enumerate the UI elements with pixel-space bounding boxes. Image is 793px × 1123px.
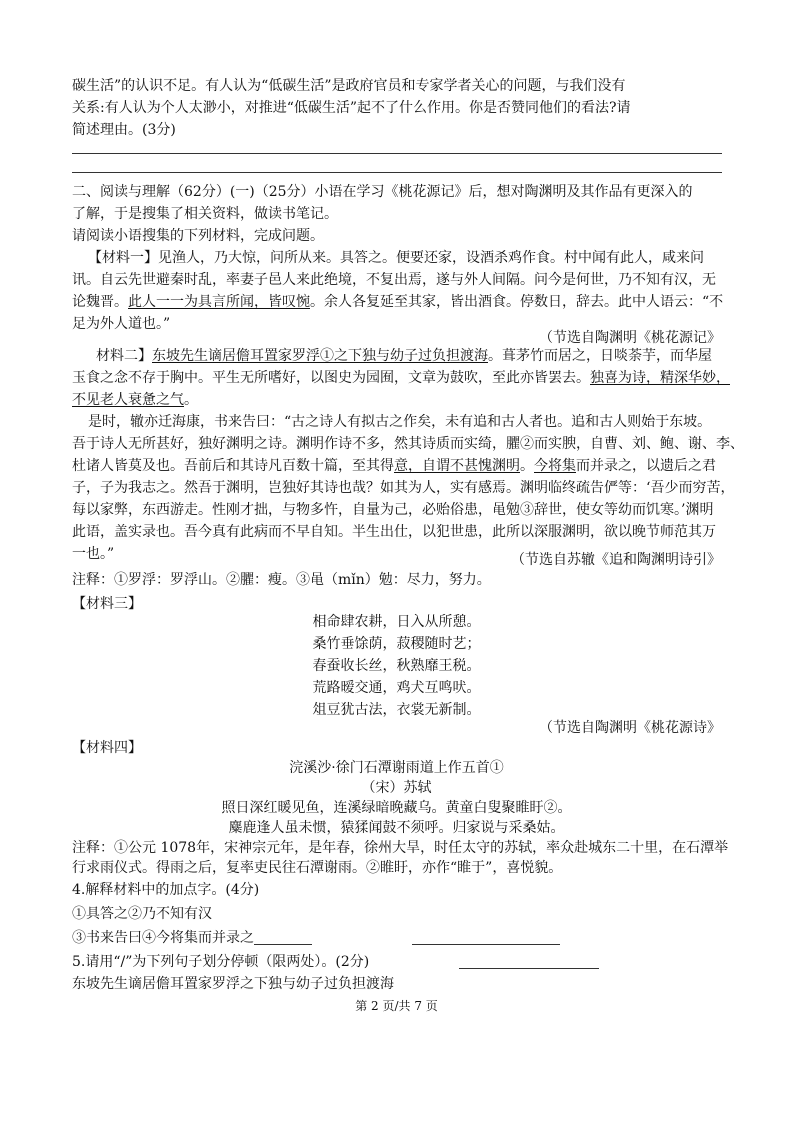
poem-line: 桑竹垂馀荫，菽稷随时艺； — [312, 636, 481, 652]
underlined-phrase: 意，自谓不甚愧渊明 — [394, 458, 520, 474]
material-2-line: 子，子为我志之。然吾于渊明，岂独好其诗也哉？如其为人，实有感焉。渊明临终疏告俨等：‘吾少而穷苦， — [72, 480, 735, 496]
underlined-sentence: 不见老人衰惫之气 — [72, 392, 184, 408]
material-2-notes: 注释：①罗浮：罗浮山。②臞：瘦。③黾（mǐn）勉：尽力，努力。 — [72, 572, 491, 588]
poem-line: 荒路暧交通，鸡犬互鸣吠。 — [312, 680, 481, 696]
underlined-sentence: 东坡先生谪居儋耳置家罗浮①之下独与幼子过负担渡海 — [152, 348, 488, 364]
answer-blank[interactable] — [254, 930, 312, 945]
section-2-line-2: 了解，于是搜集了相关资料，做读书笔记。 — [72, 206, 338, 222]
answer-line — [72, 172, 722, 173]
material-2-line: 不见老人衰惫之气。 — [72, 392, 198, 408]
question-5-sentence: 东坡先生谪居儋耳置家罗浮之下独与幼子过负担渡海 — [72, 976, 394, 992]
question-4-stem: 4.解释材料中的加点字。(4分) — [72, 882, 260, 898]
intro-line-2: 关系:有人认为个人太渺小，对推进“低碳生活”起不了什么作用。你是否赞同他们的看法?请 — [72, 100, 631, 116]
material-2-line: 是时，辙亦迁海康，书来告曰：“古之诗人有拟古之作矣，未有追和古人者也。追和古人则始于东坡。 — [88, 414, 712, 430]
poem-line: 俎豆犹古法，衣裳无新制。 — [312, 702, 481, 718]
answer-line — [72, 153, 722, 154]
intro-line-3: 简述理由。(3分) — [72, 122, 176, 138]
poem-line: 春蚕收长丝，秋熟靡王税。 — [312, 658, 481, 674]
underlined-phrase: 今将集 — [534, 458, 576, 474]
question-4-items: ③书来告曰④今将集而并录之 — [72, 928, 560, 948]
material-2-line: 每以家弊，东西游走。性刚才拙，与物多忤，自量为己，必贻俗患，黾勉③辞世，使女等幼而饥寒。’渊明 — [72, 502, 714, 518]
poem-line: 相命肆农耕，日入从所憩。 — [312, 614, 481, 630]
poem-line: 照日深红暖见鱼，连溪绿暗晚藏乌。黄童白叟聚睢盱②。 — [221, 800, 572, 816]
material-1-source: （节选自陶渊明《桃花源记》 — [539, 330, 721, 346]
underlined-sentence: 此人一一为具言所闻，皆叹惋 — [128, 294, 310, 310]
material-1-line: 【材料一】见渔人，乃大惊，问所从来。具答之。便要还家，设酒杀鸡作食。村中闻有此人，咸来问 — [88, 250, 704, 266]
section-2-heading: 二、阅读与理解（62分）(一)（25分）小语在学习《桃花源记》后，想对陶渊明及其作品有更深入的 — [72, 184, 693, 200]
material-2-line: 吾于诗人无所甚好，独好渊明之诗。渊明作诗不多，然其诗质而实绮，臞②而实腴，自曹、刘、鲍、谢、李、 — [72, 436, 744, 452]
answer-blank[interactable] — [412, 930, 560, 945]
material-2-line: 材料二】东坡先生谪居儋耳置家罗浮①之下独与幼子过负担渡海。葺茅竹而居之，日啖荼芋，而华屋 — [96, 348, 712, 364]
poem-title: 浣溪沙·徐门石潭谢雨道上作五首① — [289, 760, 504, 776]
material-4-note: 注释：①公元 1078年，宋神宗元年，是年春，徐州大旱，时任太守的苏轼，率众赴城东二十里，在石潭举 — [72, 840, 729, 856]
question-5-stem: 5.请用“/”为下列句子划分停顿（限两处）。(2分) — [72, 952, 599, 972]
section-2-instruction: 请阅读小语搜集的下列材料，完成问题。 — [72, 228, 324, 244]
material-4-note: 行求雨仪式。得雨之后，复率吏民往石潭谢雨。②睢盱，亦作“睢于”，喜悦貌。 — [72, 860, 563, 876]
question-4-items: ①具答之②乃不知有汉 — [72, 906, 212, 922]
material-2-line: 杜诸人皆莫及也。吾前后和其诗凡百数十篇，至其得意，自谓不甚愧渊明。今将集而并录之，以遗后之君 — [72, 458, 716, 474]
poem-author: （宋）苏轼 — [361, 780, 432, 796]
material-2-line: 玉食之念不存于胸中。平生无所嗜好，以图史为园囿，文章为鼓吹，至此亦皆罢去。独喜为诗，精深华妙， — [72, 370, 730, 386]
material-3-title: 【材料三】 — [72, 596, 142, 612]
material-2-source: （节选自苏辙《追和陶渊明诗引》 — [511, 552, 721, 568]
answer-blank[interactable] — [459, 954, 599, 969]
material-2-line: 一也。” — [72, 546, 115, 562]
material-2-line: 此语，盖实录也。吾今真有此病而不早自知。半生出仕，以犯世患，此所以深服渊明，欲以晚节师范其万 — [72, 524, 716, 540]
material-1-line: 论魏晋。此人一一为具言所闻，皆叹惋。余人各复延至其家，皆出酒食。停数日，辞去。此中人语云：“不 — [72, 294, 724, 310]
material-1-line: 讯。自云先世避秦时乱，率妻子邑人来此绝境，不复出焉，遂与外人间隔。问今是何世，乃不知有汉，无 — [72, 272, 716, 288]
material-3-source: （节选自陶渊明《桃花源诗》 — [539, 720, 721, 736]
intro-line-1: 碳生活”的认识不足。有人认为“低碳生活”是政府官员和专家学者关心的问题，与我们没有 — [72, 78, 626, 94]
material-4-title: 【材料四】 — [72, 740, 142, 756]
page-number: 第 2 页/共 7 页 — [355, 999, 438, 1013]
underlined-sentence: 独喜为诗，精深华妙， — [590, 370, 730, 386]
poem-line: 麋鹿逢人虽未惯，猿猱闻鼓不须呼。归家说与采桑姑。 — [228, 820, 565, 836]
material-1-line: 足为外人道也。” — [72, 316, 171, 332]
